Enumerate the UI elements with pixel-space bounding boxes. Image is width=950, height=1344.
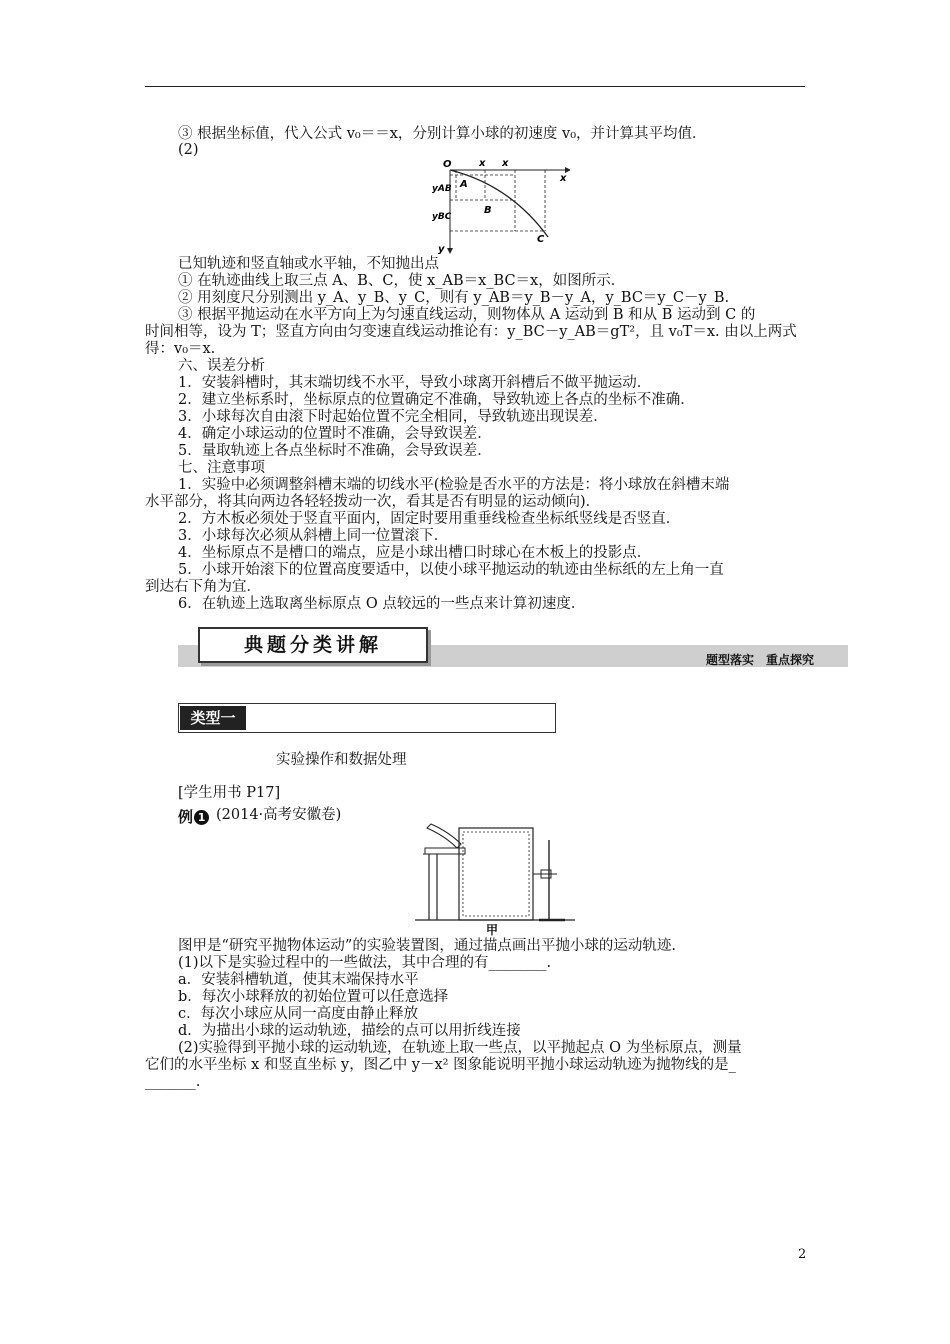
text-line: 1．安装斜槽时，其末端切线不水平，导致小球离开斜槽后不做平抛运动． <box>178 375 652 391</box>
option-d: d．为描出小球的运动轨迹，描绘的点可以用折线连接 <box>178 1023 521 1039</box>
text-line: 3．小球每次自由滚下时起始位置不完全相同，导致轨迹出现误差． <box>178 409 608 425</box>
section-banner-title: 典题分类讲解 <box>198 627 428 663</box>
text-line: 1．实验中必须调整斜槽末端的切线水平(检验是否水平的方法是：将小球放在斜槽末端 <box>178 477 730 493</box>
example-source: (2014·高考安徽卷) <box>216 807 342 823</box>
question-2: _______. <box>145 1074 201 1090</box>
option-c: c．每次小球应从同一高度由静止释放 <box>178 1006 419 1022</box>
question-2: (2)实验得到平抛小球的运动轨迹，在轨迹上取一些点，以平抛起点 O 为坐标原点，测量 <box>178 1040 742 1056</box>
text-line: 3．小球每次必须从斜槽上同一位置滚下． <box>178 528 449 544</box>
type-title: 实验操作和数据处理 <box>276 752 407 768</box>
label-A: A <box>460 179 468 190</box>
text-line: 2．方木板必须处于竖直平面内，固定时要用重垂线检查坐标纸竖线是否竖直． <box>178 511 681 527</box>
text-line: ② 用刻度尺分别测出 y_A、y_B、y_C，则有 y_AB＝y_B－y_A，y_BC＝y_C－y_B. <box>178 290 730 306</box>
option-a: a．安装斜槽轨道，使其末端保持水平 <box>178 972 419 988</box>
text-line: 时间相等，设为 T；竖直方向由匀变速直线运动推论有：y_BC－y_AB＝gT²，且 v₀T＝x. 由以上两式 <box>145 324 797 340</box>
text-line: ③ 根据平抛运动在水平方向上为匀速直线运动，则物体从 A 运动到 B 和从 B 运动到 C 的 <box>178 307 756 323</box>
label-x-axis: x <box>560 173 567 184</box>
text-line: ③ 根据坐标值，代入公式 v₀＝＝x，分别计算小球的初速度 v₀，并计算其平均值． <box>178 126 707 142</box>
book-reference: [学生用书 P17] <box>178 785 281 801</box>
text-line: 2．建立坐标系时，坐标原点的位置确定不准确，导致轨迹上各点的坐标不准确． <box>178 392 695 408</box>
label-C: C <box>537 234 545 245</box>
apparatus-figure <box>415 820 575 930</box>
board <box>459 828 533 920</box>
example-text: 例 <box>178 808 194 826</box>
example-number: 1 <box>194 810 209 825</box>
page-number: 2 <box>798 1247 807 1262</box>
label-B: B <box>484 205 492 216</box>
text-line: 到达右下角为宜． <box>145 579 261 595</box>
option-b: b．每次小球释放的初始位置可以任意选择 <box>178 989 449 1005</box>
text-line: (2) <box>178 142 199 158</box>
label-x: x <box>502 158 509 169</box>
label-y-axis: y <box>438 244 445 255</box>
label-x: x <box>479 158 486 169</box>
text-line: ① 在轨迹曲线上取三点 A、B、C，使 x_AB＝x_BC＝x，如图所示． <box>178 273 626 289</box>
text-line: 5．小球开始滚下的位置高度要适中，以使小球平抛运动的轨迹由坐标纸的左上角一直 <box>178 562 724 578</box>
text-line: 水平部分，将其向两边各轻轻拨动一次，看其是否有明显的运动倾向)． <box>145 494 601 510</box>
chute <box>427 824 461 848</box>
text-line: 已知轨迹和竖直轴或水平轴，不知抛出点 <box>178 256 439 272</box>
text-line: 得：v₀＝x. <box>145 341 216 357</box>
text-line: 4．确定小球运动的位置时不准确，会导致误差． <box>178 426 492 442</box>
question-intro: 图甲是“研究平抛物体运动”的实验装置图，通过描点画出平抛小球的运动轨迹. <box>178 938 676 954</box>
text-line: 5．量取轨迹上各点坐标时不准确，会导致误差． <box>178 443 492 459</box>
example-label <box>178 806 209 827</box>
text-line: 6．在轨迹上选取离坐标原点 O 点较远的一些点来计算初速度． <box>178 596 586 612</box>
text-line: 4．坐标原点不是槽口的端点，应是小球出槽口时球心在木板上的投影点． <box>178 545 652 561</box>
figure-caption: 甲 <box>486 923 499 937</box>
question-1: (1)以下是实验过程中的一些做法，其中合理的有________. <box>178 955 552 971</box>
label-yBC: yBC <box>432 212 452 222</box>
section-heading: 六、误差分析 <box>178 358 265 374</box>
label-yAB: yAB <box>432 184 452 194</box>
header-rule <box>145 86 805 87</box>
question-2: 它们的水平坐标 x 和竖直坐标 y，图乙中 y－x² 图象能说明平抛小球运动轨迹为抛物线的是_ <box>145 1057 736 1073</box>
trajectory-diagram <box>410 155 570 255</box>
section-banner-subtitle: 题型落实 重点探究 <box>706 653 815 667</box>
type-label: 类型一 <box>180 706 246 730</box>
section-heading: 七、注意事项 <box>178 460 265 476</box>
label-O: O <box>443 159 452 170</box>
